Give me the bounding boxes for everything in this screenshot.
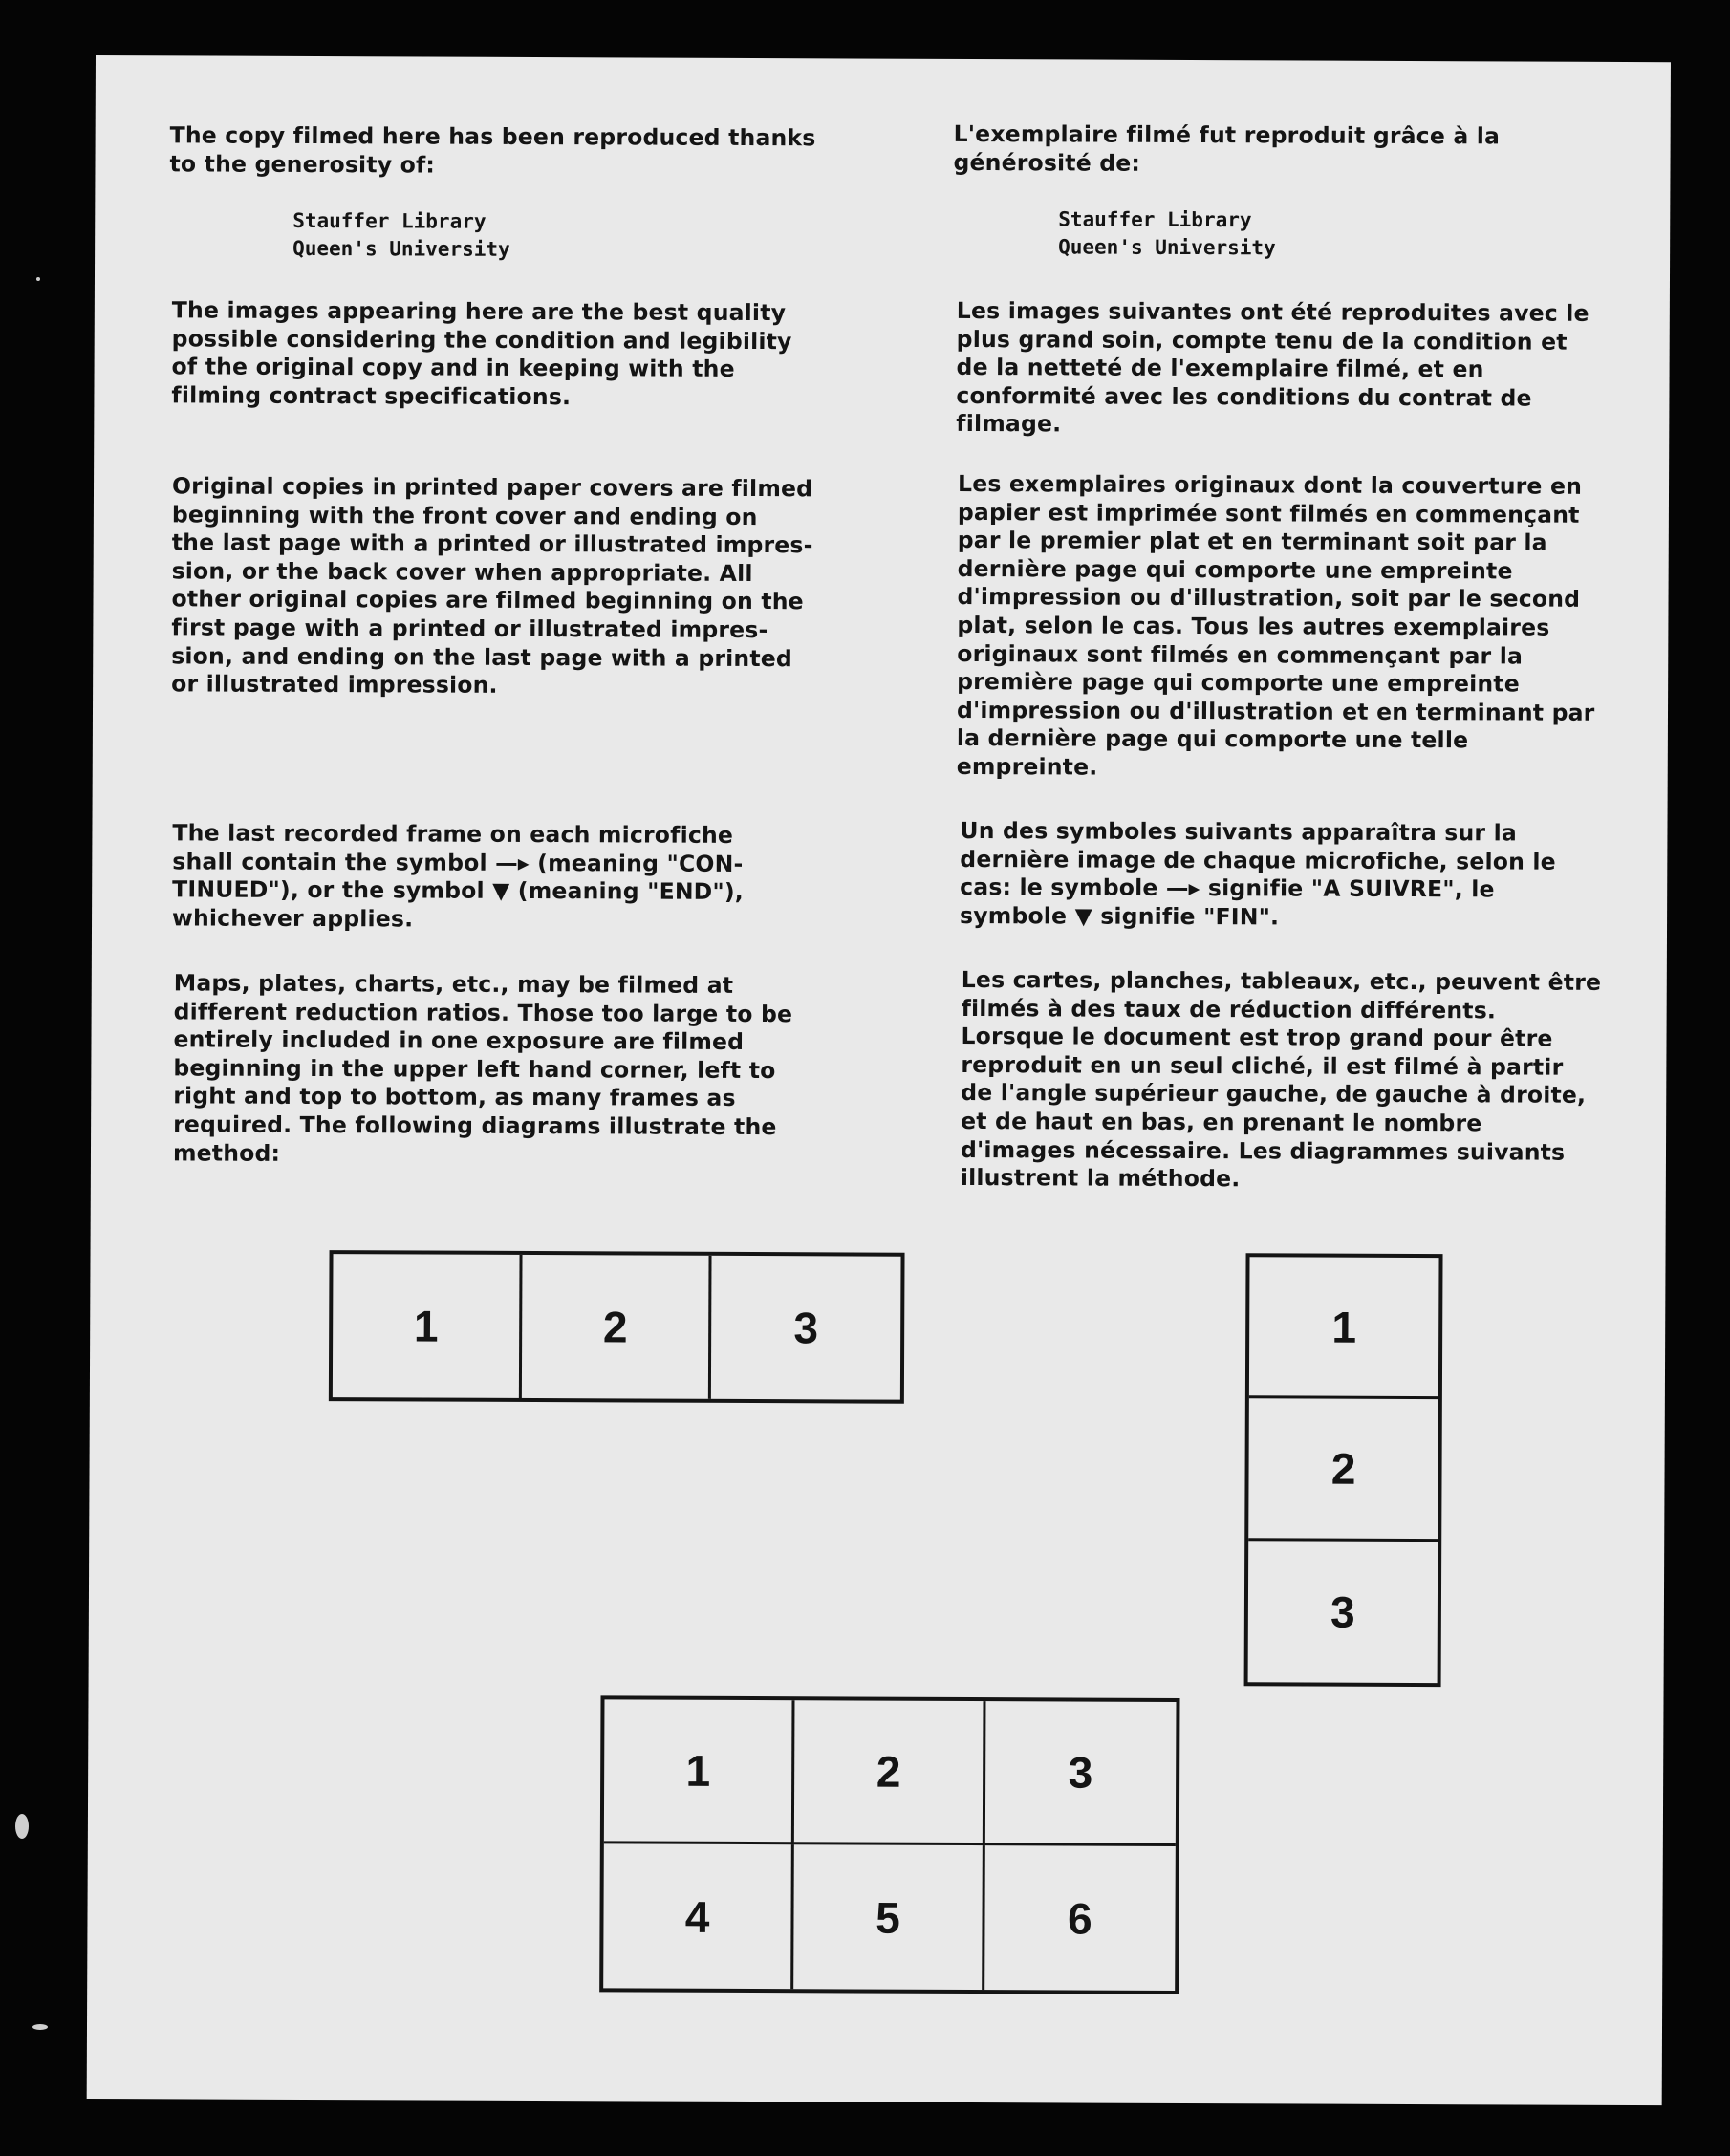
english-symbols-text: The last recorded frame on each microfiche shall contain the symbol —▸ (meaning "CON- TINUED"), or the symbol ▼ (meaning "END"), whichever applies.	[172, 819, 744, 933]
french-maps-text: Les cartes, planches, tableaux, etc., peuvent être filmés à des taux de réduction différents. Lorsque le document est trop grand pour être reproduit en un seul cliché, il est filmé à partir de l'angle supérieur gauche, de gauche à droite, et de haut en bas, en prenant le nombre d'images nécessaire. Les diagrammes suivants illustrent la méthode.	[960, 965, 1602, 1193]
frame-cell: 6	[1067, 1892, 1092, 1944]
english-library-name: Stauffer Library	[292, 208, 487, 233]
french-thanks-text: L'exemplaire filmé fut reproduit grâce à la générosité de:	[953, 119, 1501, 177]
frame-cell: 3	[984, 1701, 1176, 1846]
frame-cell: 1	[1249, 1257, 1439, 1399]
dust-speck	[32, 2024, 48, 2030]
frame-cell: 4	[603, 1843, 794, 1989]
french-quality-text: Les images suivantes ont été reproduites avec le plus grand soin, compte tenu de la condition et de la netteté de l'exemplaire filmé, et en conformité avec les conditions du contrat de filmage.	[956, 296, 1589, 438]
frame-cell: 3	[793, 1303, 819, 1353]
frame-cell: 2	[794, 1700, 985, 1845]
french-symbols-text: Un des symboles suivants apparaîtra sur la dernière image de chaque microfiche, selon le cas: le symbole —▸ signifie "A SUIVRE", le symbole ▼ signifie "FIN".	[960, 816, 1556, 931]
french-university-name: Queen's University	[1058, 235, 1276, 260]
frame-cell: 2	[1248, 1399, 1438, 1542]
english-quality-text: The images appearing here are the best quality possible considering the condition and legibility of the original copy and in keeping with the filming contract specifications.	[171, 296, 792, 410]
frame-cell: 5	[794, 1844, 985, 1990]
document-page	[87, 55, 1671, 2105]
frame-cell: 2	[522, 1255, 712, 1399]
french-library-name: Stauffer Library	[1058, 207, 1252, 232]
diagram-grid-frames	[599, 1695, 1179, 1994]
english-thanks-text: The copy filmed here has been reproduced thanks to the generosity of:	[169, 121, 816, 179]
french-originals-text: Les exemplaires originaux dont la couverture en papier est imprimée sont filmés en commençant par le premier plat et en terminant soit par la dernière page qui comporte une empreinte d'impression ou d'illustration, soit par le second plat, selon le cas. Tous les autres exemplaires originaux sont filmés en commençant par la première page qui comporte une empreinte d'impression ou d'illustration et en terminant par la dernière page qui comporte une telle empreinte.	[956, 469, 1595, 781]
frame-cell: 1	[604, 1699, 795, 1844]
diagram-horizontal-frames	[329, 1250, 905, 1404]
dust-speck	[36, 277, 40, 281]
english-originals-text: Original copies in printed paper covers are filmed beginning with the front cover and ending on the last page with a printed or illustrated impres- sion, or the back cover when appropriate. All other original copies are filmed beginning on the first page with a printed or illustrated impres- sion, and ending on the last page with a printed or illustrated impression.	[171, 472, 813, 699]
dust-speck	[15, 1814, 29, 1839]
frame-cell: 3	[1330, 1586, 1355, 1637]
diagram-vertical-frames	[1244, 1253, 1443, 1687]
english-maps-text: Maps, plates, charts, etc., may be filmed at different reduction ratios. Those too large to be entirely included in one exposure are filmed beginning in the upper left hand corner, left to right and top to bottom, as many frames as required. The following diagrams illustrate the method:	[172, 969, 793, 1167]
english-university-name: Queen's University	[292, 236, 510, 261]
frame-cell: 1	[333, 1254, 523, 1398]
